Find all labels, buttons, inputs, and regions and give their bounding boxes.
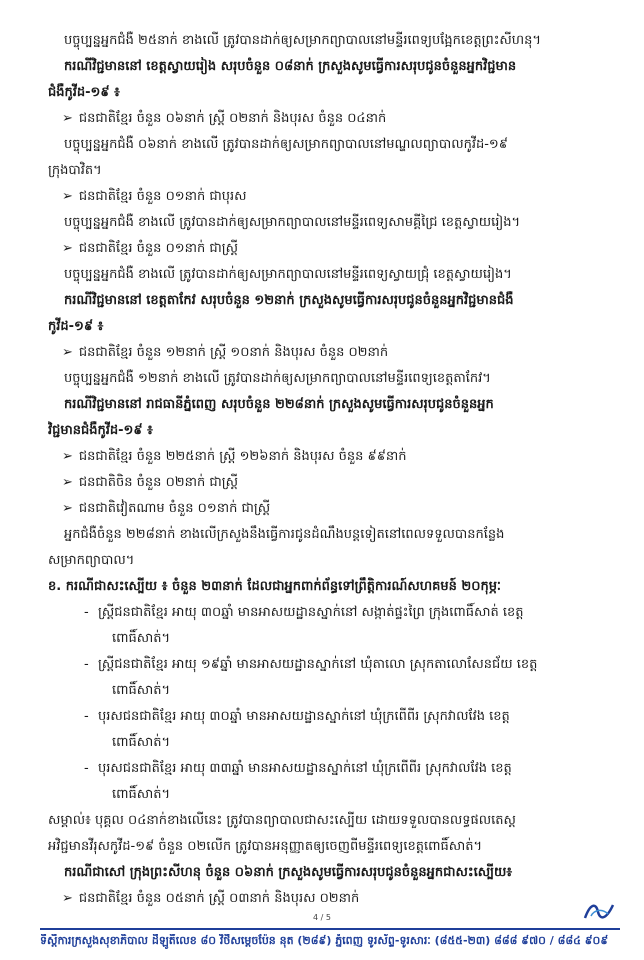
bullet-item: ➢ ជនជាតិខ្មែរ ចំនួន ២២៥នាក់ ស្ត្រី ១២៦នាក់ និងបុរស ចំនួន ៩៩នាក់ [48,444,618,470]
ministry-logo-icon [582,900,616,922]
dash-item-cont: ពោធិ៍សាត់។ [112,683,171,698]
footer-address: ទីស្តីការក្រសួងសុខាភិបាល ដីឡូតិ៍លេខ ៨០ វិថីសម្តេចប៉ែន នុត (២៨៩) ភ្នំពេញ ទូរស័ព្ទ-ទូរសារៈ (៨៥៥-២៣) ៨៨៨ ៩៧០ / ៨៨៤ ៩០៩ [40,934,609,947]
paragraph-line: បច្ចុប្បន្នអ្នកជំងឺ ខាងលើ ត្រូវបានដាក់ឲ្យសម្រាកព្យាបាលនៅមន្ទីរពេទ្យស្វាយជ្រុំ ខេត្តស្វាយរៀង។ [64,267,512,282]
document-body [48,28,618,912]
bullet-item: ➢ ជនជាតិខ្មែរ ចំនួន ០៥នាក់ ស្ត្រី ០៣នាក់ និងបុរស ០២នាក់ [48,886,618,912]
section-heading-recovered: ខ. ករណីជាសះស្បើយ ៖ ចំនួន ២៣នាក់ ដែលជាអ្នកពាក់ព័ន្ធទៅព្រឹត្តិការណ៍សហគមន៍ ២០កុម្ភៈ [48,579,501,594]
section-heading-cont: ជំងឺកូវីដ-១៩ ៖ [48,85,120,100]
paragraph-line: សម្រាកព្យាបាល។ [48,553,135,568]
dash-item: - បុរសជនជាតិខ្មែរ អាយុ ៣៣ឆ្នាំ មានអាសយដ្ឋានស្នាក់នៅ ឃុំក្រពើពីរ ស្រុកវាលវែង ខេត្ត [48,756,618,782]
dash-item-cont: ពោធិ៍សាត់។ [112,631,171,646]
section-heading: ករណីវិជ្ជមាននៅ ខេត្តតាកែវ សរុបចំនួន ១២នាក់ ក្រសួងសូមធ្វើការសរុបជូនចំនួនអ្នកវិជ្ជមានជំងឺ [64,293,514,308]
section-heading-cont: វិជ្ជមានជំងឺកូវីដ-១៩ ៖ [48,423,153,438]
bullet-item: ➢ ជនជាតិខ្មែរ ចំនួន ០១នាក់ ជាបុរស [48,184,618,210]
paragraph-line: អ្នកជំងឺចំនួន ២២៨នាក់ ខាងលើក្រសួងនឹងធ្វើការជូនដំណឹងបន្តទៀតនៅពេលទទួលបានកន្លែង [64,527,505,542]
section-heading: ករណីជាសៅ ក្រុងព្រះសីហនុ ចំនួន ០៦នាក់ ក្រសួងសូមធ្វើការសរុបជូនចំនួនអ្នកជាសះស្បើយ៖ [64,865,513,880]
paragraph-line: បច្ចុប្បន្នអ្នកជំងឺ ២៥នាក់ ខាងលើ ត្រូវបានដាក់ឲ្យសម្រាកព្យាបាលនៅមន្ទីរពេទ្យបង្អែកខេត្តព្រះសីហនុ។ [64,33,541,48]
paragraph-line: បច្ចុប្បន្នអ្នកជំងឺ ខាងលើ ត្រូវបានដាក់ឲ្យសម្រាកព្យាបាលនៅមន្ទីរពេទ្យសាមគ្គីជ្រៃ ខេត្តស្វាយរៀង។ [64,215,521,230]
section-heading-cont: កូវីដ-១៩ ៖ [48,319,104,334]
footer-divider [40,928,620,930]
dash-item: - ស្ត្រីជនជាតិខ្មែរ អាយុ ៣០ឆ្នាំ មានអាសយដ្ឋានស្នាក់នៅ សង្កាត់ផ្ទះព្រៃ ក្រុងពោធិ៍សាត់ ខេត្ត [48,600,618,626]
bullet-item: ➢ ជនជាតិខ្មែរ ចំនួន ០៦នាក់ ស្ត្រី ០២នាក់ និងបុរស ចំនួន ០៤នាក់ [48,106,618,132]
bullet-item: ➢ ជនជាតិចិន ចំនួន ០២នាក់ ជាស្ត្រី [48,470,618,496]
bullet-item: ➢ ជនជាតិខ្មែរ ចំនួន ០១នាក់ ជាស្ត្រី [48,236,618,262]
dash-item-cont: ពោធិ៍សាត់។ [112,787,171,802]
bullet-item: ➢ ជនជាតិវៀតណាម ចំនួន ០១នាក់ ជាស្ត្រី [48,496,618,522]
note-line: សម្គាល់៖ បុគ្គល ០៤នាក់ខាងលើនេះ ត្រូវបានព្យាបាលជាសះស្បើយ ដោយទទួលបានលទ្ធផលតេស្ត [48,813,516,828]
paragraph-line: ក្រុងបាវិត។ [48,163,102,178]
paragraph-line: បច្ចុប្បន្នអ្នកជំងឺ ១២នាក់ ខាងលើ ត្រូវបានដាក់ឲ្យសម្រាកព្យាបាលនៅមន្ទីរពេទ្យខេត្តតាកែវ។ [64,371,491,386]
note-line-cont: អវិជ្ជមានវីរុសកូវីដ-១៩ ចំនួន ០២លើក ត្រូវបានអនុញ្ញាតឲ្យចេញពីមន្ទីរពេទ្យខេត្តពោធិ៍សាត់។ [48,839,483,854]
dash-item-cont: ពោធិ៍សាត់។ [112,735,171,750]
section-heading: ករណីវិជ្ជមាននៅ ខេត្តស្វាយរៀង សរុបចំនួន ០៨នាក់ ក្រសួងសូមធ្វើការសរុបជូនចំនួនអ្នកវិជ្ជមាន [64,59,517,74]
dash-item: - បុរសជនជាតិខ្មែរ អាយុ ៣០ឆ្នាំ មានអាសយដ្ឋានស្នាក់នៅ ឃុំក្រពើពីរ ស្រុកវាលវែង ខេត្ត [48,704,618,730]
paragraph-line: បច្ចុប្បន្នអ្នកជំងឺ ០៦នាក់ ខាងលើ ត្រូវបានដាក់ឲ្យសម្រាកព្យាបាលនៅមណ្ឌលព្យាបាលកូវីដ-១៩ [64,137,508,152]
section-heading: ករណីវិជ្ជមាននៅ រាជធានីភ្នំពេញ សរុបចំនួន ២២៨នាក់ ក្រសួងសូមធ្វើការសរុបជូនចំនួនអ្នក [64,397,494,412]
bullet-item: ➢ ជនជាតិខ្មែរ ចំនួន ១២នាក់ ស្ត្រី ១០នាក់ និងបុរស ចំនួន ០២នាក់ [48,340,618,366]
page-number: 4 / 5 [313,913,331,922]
dash-item: - ស្ត្រីជនជាតិខ្មែរ អាយុ ១៩ឆ្នាំ មានអាសយដ្ឋានស្នាក់នៅ ឃុំតាលោ ស្រុកតាលោសែនជ័យ ខេត្ត [48,652,618,678]
